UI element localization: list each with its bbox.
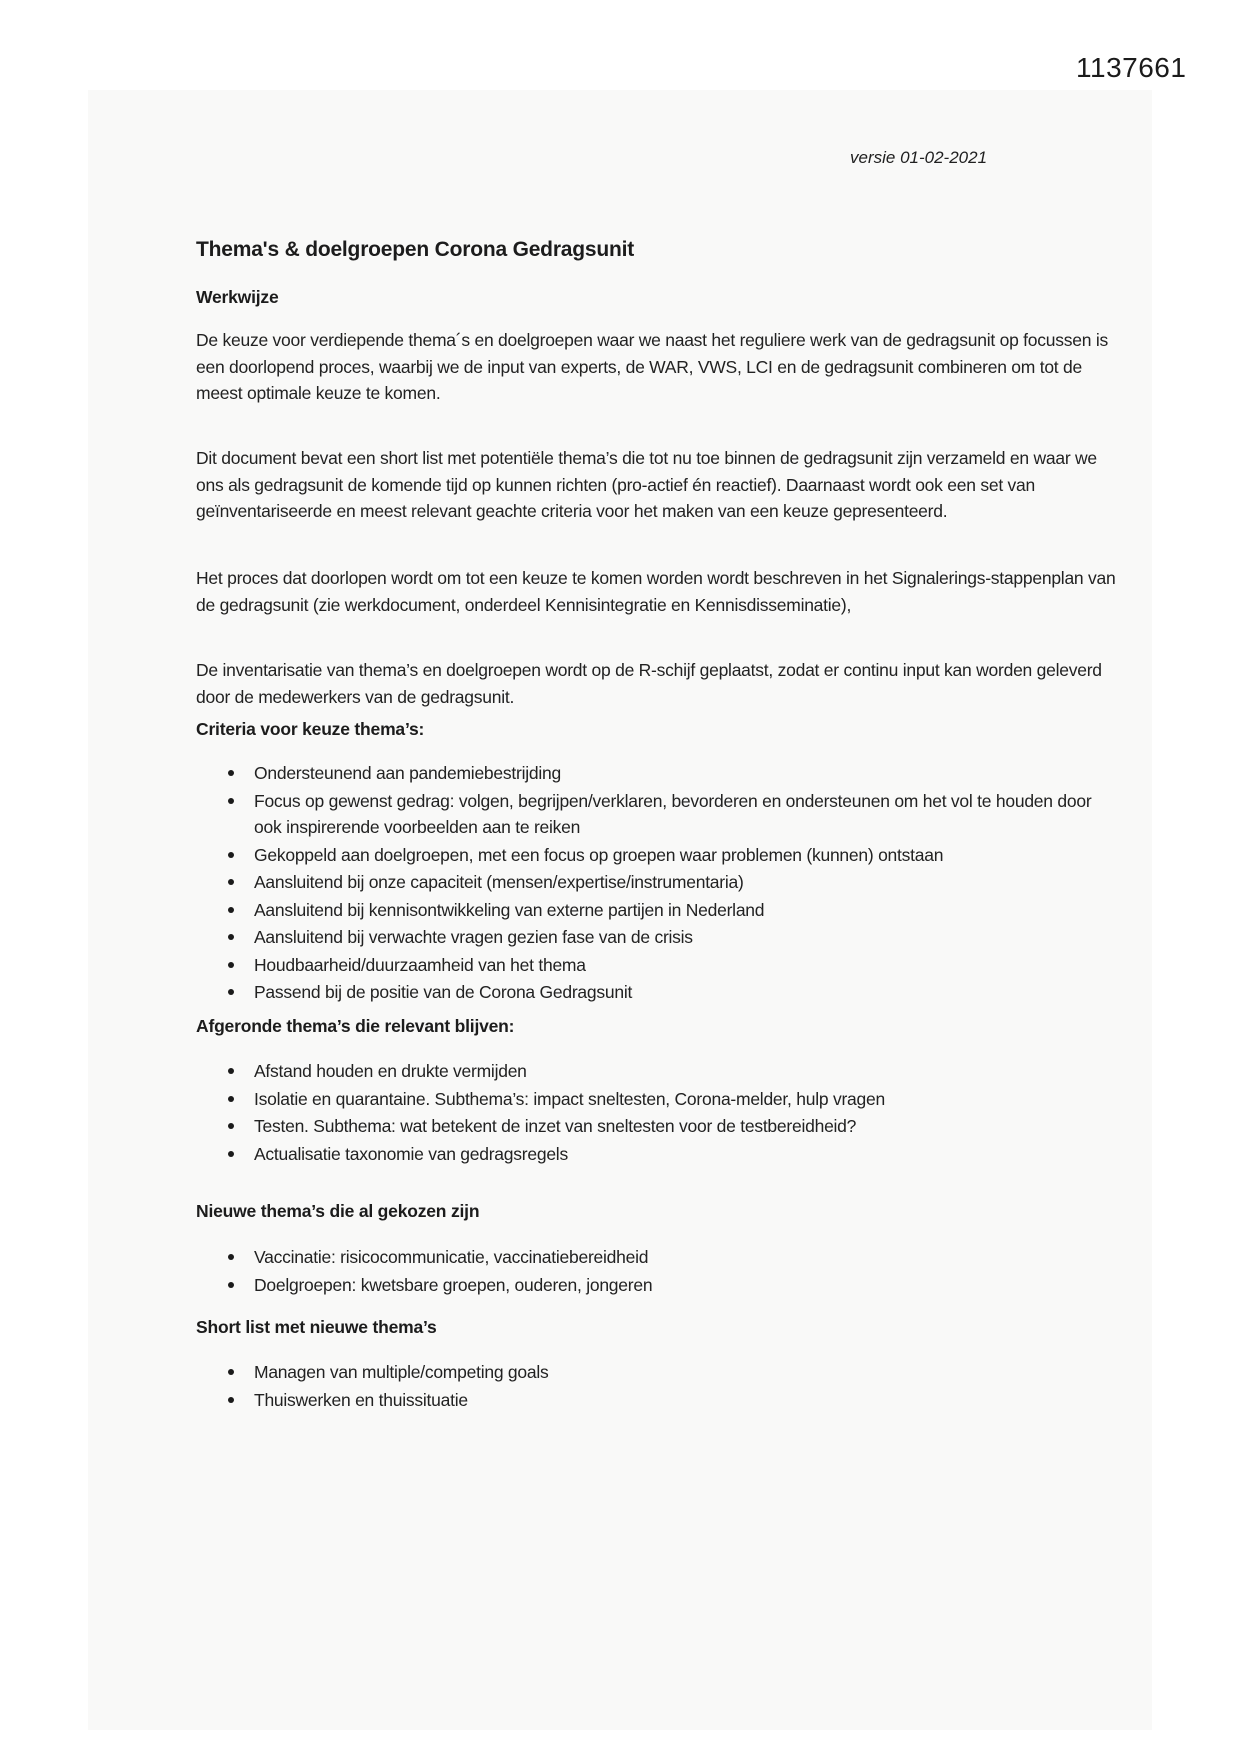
nieuwe-themas-list [196,1244,1116,1299]
afgeronde-themas-list [196,1058,1116,1168]
section-heading-werkwijze: Werkwijze [196,287,279,307]
paragraph-document: Dit document bevat een short list met potentiële thema’s die tot nu toe binnen de gedragsunit zijn verzameld en waar we ons als gedragsunit de komende tijd op kunnen richten (pro-actief én reactief). Daarnaast wordt ook een set van geïnventariseerde en meest relevant geachte criteria voor het maken van een keuze gepresenteerd. [196,448,1097,521]
list-item: Gekoppeld aan doelgroepen, met een focus op groepen waar problemen (kunnen) ontstaan [196,842,1116,869]
criteria-list [196,760,1116,1007]
list-item: Afstand houden en drukte vermijden [196,1058,1116,1085]
version-note: versie 01-02-2021 [850,148,988,167]
list-item: Thuiswerken en thuissituatie [196,1387,1116,1414]
scan-number: 1137661 [1076,52,1187,83]
section-heading-short-list: Short list met nieuwe thema’s [196,1317,437,1337]
short-list [196,1359,1116,1414]
list-item: Testen. Subthema: wat betekent de inzet van sneltesten voor de testbereidheid? [196,1113,1116,1140]
paragraph-proces: Het proces dat doorlopen wordt om tot een keuze te komen worden wordt beschreven in het Signalerings-stappenplan van de gedragsunit (zie werkdocument, onderdeel Kennisintegratie en Kennisdisseminatie), [196,568,1116,615]
list-item: Ondersteunend aan pandemiebestrijding [196,760,1116,787]
list-item: Aansluitend bij kennisontwikkeling van externe partijen in Nederland [196,897,1116,924]
list-item: Focus op gewenst gedrag: volgen, begrijpen/verklaren, bevorderen en ondersteunen om het vol te houden door ook inspirerende voorbeelden aan te reiken [196,788,1116,841]
section-heading-criteria: Criteria voor keuze thema’s: [196,719,425,739]
list-item: Aansluitend bij verwachte vragen gezien fase van de crisis [196,924,1116,951]
list-item: Doelgroepen: kwetsbare groepen, ouderen, jongeren [196,1272,1116,1299]
document-title: Thema's & doelgroepen Corona Gedragsunit [196,238,635,261]
list-item: Houdbaarheid/duurzaamheid van het thema [196,952,1116,979]
section-heading-afgeronde-themas: Afgeronde thema’s die relevant blijven: [196,1016,515,1036]
list-item: Actualisatie taxonomie van gedragsregels [196,1141,1116,1168]
paragraph-inventarisatie: De inventarisatie van thema’s en doelgroepen wordt op de R-schijf geplaatst, zodat er continu input kan worden geleverd door de medewerkers van de gedragsunit. [196,660,1102,707]
paragraph-keuze: De keuze voor verdiepende thema´s en doelgroepen waar we naast het reguliere werk van de gedragsunit op focussen is een doorlopend proces, waarbij we de input van experts, de WAR, VWS, LCI en de gedragsunit combineren om tot de meest optimale keuze te komen. [196,330,1108,403]
document-content [196,0,1116,1754]
list-item: Vaccinatie: risicocommunicatie, vaccinatiebereidheid [196,1244,1116,1271]
list-item: Passend bij de positie van de Corona Gedragsunit [196,979,1116,1006]
section-heading-nieuwe-themas: Nieuwe thema’s die al gekozen zijn [196,1201,480,1221]
list-item: Aansluitend bij onze capaciteit (mensen/expertise/instrumentaria) [196,869,1116,896]
list-item: Isolatie en quarantaine. Subthema’s: impact sneltesten, Corona-melder, hulp vragen [196,1086,1116,1113]
list-item: Managen van multiple/competing goals [196,1359,1116,1386]
